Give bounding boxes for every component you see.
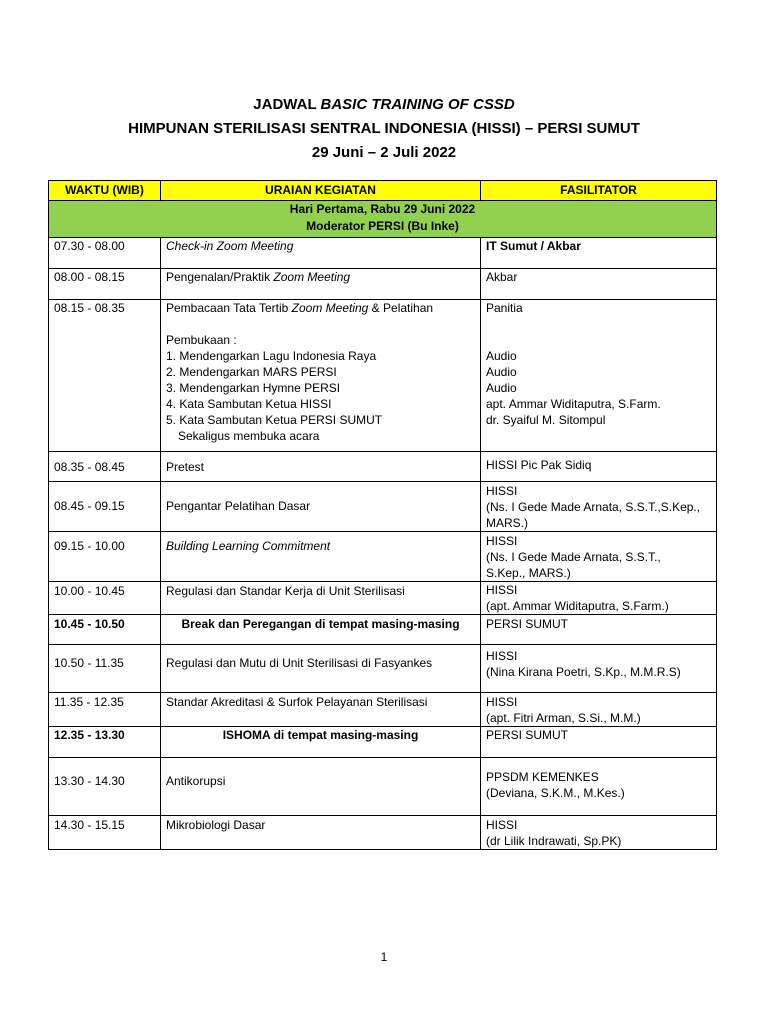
facilitator-line: (Deviana, S.K.M., M.Kes.) <box>486 786 625 800</box>
activity-cell: Building Learning Commitment <box>161 532 481 582</box>
table-row <box>49 300 717 452</box>
facilitator-cell: Akbar <box>481 269 717 300</box>
activity-cell: Pretest <box>161 452 481 482</box>
facilitator-cell <box>481 300 717 452</box>
time-cell: 08.15 - 08.35 <box>49 300 161 452</box>
facilitator-line: Panitia <box>486 301 523 315</box>
facilitator-cell <box>481 532 717 582</box>
facilitator-line: HISSI <box>486 583 518 597</box>
opening-continuation: Sekaligus membuka acara <box>178 429 320 443</box>
facilitator-line: PPSDM KEMENKES <box>486 770 599 784</box>
activity-cell: Break dan Peregangan di tempat masing-masing <box>161 615 481 645</box>
facilitator-line: (Ns. I Gede Made Arnata, S.S.T., <box>486 550 661 564</box>
table-row <box>49 615 717 645</box>
activity-cell <box>161 300 481 452</box>
facilitator-line: (apt. Ammar Widitaputra, S.Farm.) <box>486 599 669 613</box>
opening-item: 1. Mendengarkan Lagu Indonesia Raya <box>166 349 377 363</box>
table-row <box>49 645 717 693</box>
facilitator-cell <box>481 645 717 693</box>
moderator: Moderator PERSI (Bu Inke) <box>306 219 459 233</box>
facilitator-line: MARS.) <box>486 516 528 530</box>
facilitator-line: HISSI <box>486 534 518 548</box>
time-cell: 08.35 - 08.45 <box>49 452 161 482</box>
time-cell: 13.30 - 14.30 <box>49 758 161 816</box>
header-uraian: URAIAN KEGIATAN <box>161 181 481 201</box>
title-italic: BASIC TRAINING OF CSSD <box>320 96 515 113</box>
table-row <box>49 532 717 582</box>
activity-cell: Pengantar Pelatihan Dasar <box>161 482 481 532</box>
facilitator-cell: PERSI SUMUT <box>481 727 717 758</box>
facilitator-line: apt. Ammar Widitaputra, S.Farm. <box>486 397 661 411</box>
opening-title: Pembukaan : <box>166 333 237 347</box>
activity-cell: Check-in Zoom Meeting <box>161 238 481 269</box>
opening-item: 2. Mendengarkan MARS PERSI <box>166 365 337 379</box>
time-cell: 08.00 - 08.15 <box>49 269 161 300</box>
time-cell: 11.35 - 12.35 <box>49 693 161 727</box>
facilitator-cell <box>481 482 717 532</box>
activity-cell: Mikrobiologi Dasar <box>161 816 481 850</box>
table-row <box>49 816 717 850</box>
time-cell: 08.45 - 09.15 <box>49 482 161 532</box>
facilitator-cell <box>481 816 717 850</box>
day-row <box>49 201 717 238</box>
activity-italic: Zoom Meeting <box>291 301 369 315</box>
schedule-table <box>48 180 717 850</box>
table-row <box>49 482 717 532</box>
time-cell: 09.15 - 10.00 <box>49 532 161 582</box>
activity-text-end: & Pelatihan <box>368 301 434 315</box>
activity-cell: Antikorupsi <box>161 758 481 816</box>
opening-item: 5. Kata Sambutan Ketua PERSI SUMUT <box>166 413 383 427</box>
facilitator-line: Audio <box>486 349 517 363</box>
facilitator-line: dr. Syaiful M. Sitompul <box>486 413 606 427</box>
facilitator-line: (Nina Kirana Poetri, S.Kp., M.M.R.S) <box>486 665 681 679</box>
day-title: Hari Pertama, Rabu 29 Juni 2022 <box>289 202 476 216</box>
activity-text: Pengenalan/Praktik <box>166 270 274 284</box>
table-row <box>49 238 717 269</box>
date-range: 29 Juni – 2 Juli 2022 <box>311 144 457 161</box>
facilitator-cell <box>481 582 717 615</box>
facilitator-cell: HISSI Pic Pak Sidiq <box>481 452 717 482</box>
activity-cell: Regulasi dan Mutu di Unit Sterilisasi di Fasyankes <box>161 645 481 693</box>
time-cell: 12.35 - 13.30 <box>49 727 161 758</box>
activity-italic: Zoom Meeting <box>273 270 351 284</box>
page-number: 1 <box>380 950 388 964</box>
facilitator-line: (dr Lilik Indrawati, Sp.PK) <box>486 834 622 848</box>
time-cell: 14.30 - 15.15 <box>49 816 161 850</box>
facilitator-line: (Ns. I Gede Made Arnata, S.S.T.,S.Kep., <box>486 500 701 514</box>
header-waktu: WAKTU (WIB) <box>49 181 161 201</box>
table-row <box>49 727 717 758</box>
activity-cell: Regulasi dan Standar Kerja di Unit Sterilisasi <box>161 582 481 615</box>
time-cell: 10.45 - 10.50 <box>49 615 161 645</box>
facilitator-cell: PERSI SUMUT <box>481 615 717 645</box>
time-cell: 10.00 - 10.45 <box>49 582 161 615</box>
table-row <box>49 693 717 727</box>
activity-cell <box>161 269 481 300</box>
organization-title: HIMPUNAN STERILISASI SENTRAL INDONESIA (HISSI) – PERSI SUMUT <box>128 120 640 137</box>
day-info <box>49 201 717 238</box>
facilitator-line: (apt. Fitri Arman, S.Si., M.M.) <box>486 711 641 725</box>
facilitator-line: S.Kep., MARS.) <box>486 566 571 580</box>
facilitator-cell <box>481 758 717 816</box>
facilitator-line: HISSI <box>486 818 518 832</box>
facilitator-line: HISSI <box>486 695 518 709</box>
opening-item: 4. Kata Sambutan Ketua HISSI <box>166 397 332 411</box>
facilitator-line: HISSI <box>486 484 518 498</box>
header-fasilitator: FASILITATOR <box>481 181 717 201</box>
facilitator-cell: IT Sumut / Akbar <box>481 238 717 269</box>
table-row <box>49 758 717 816</box>
facilitator-line: Audio <box>486 365 517 379</box>
facilitator-line: HISSI <box>486 649 518 663</box>
activity-cell: ISHOMA di tempat masing-masing <box>161 727 481 758</box>
time-cell: 07.30 - 08.00 <box>49 238 161 269</box>
activity-line <box>166 300 475 316</box>
facilitator-cell <box>481 693 717 727</box>
title-prefix: JADWAL <box>253 96 321 113</box>
table-row <box>49 269 717 300</box>
document-title <box>0 96 768 113</box>
table-row <box>49 452 717 482</box>
table-header-row <box>49 181 717 201</box>
activity-cell: Standar Akreditasi & Surfok Pelayanan Sterilisasi <box>161 693 481 727</box>
opening-item: 3. Mendengarkan Hymne PERSI <box>166 381 341 395</box>
table-row <box>49 582 717 615</box>
facilitator-line: Audio <box>486 381 517 395</box>
activity-text: Pembacaan Tata Tertib <box>166 301 292 315</box>
time-cell: 10.50 - 11.35 <box>49 645 161 693</box>
